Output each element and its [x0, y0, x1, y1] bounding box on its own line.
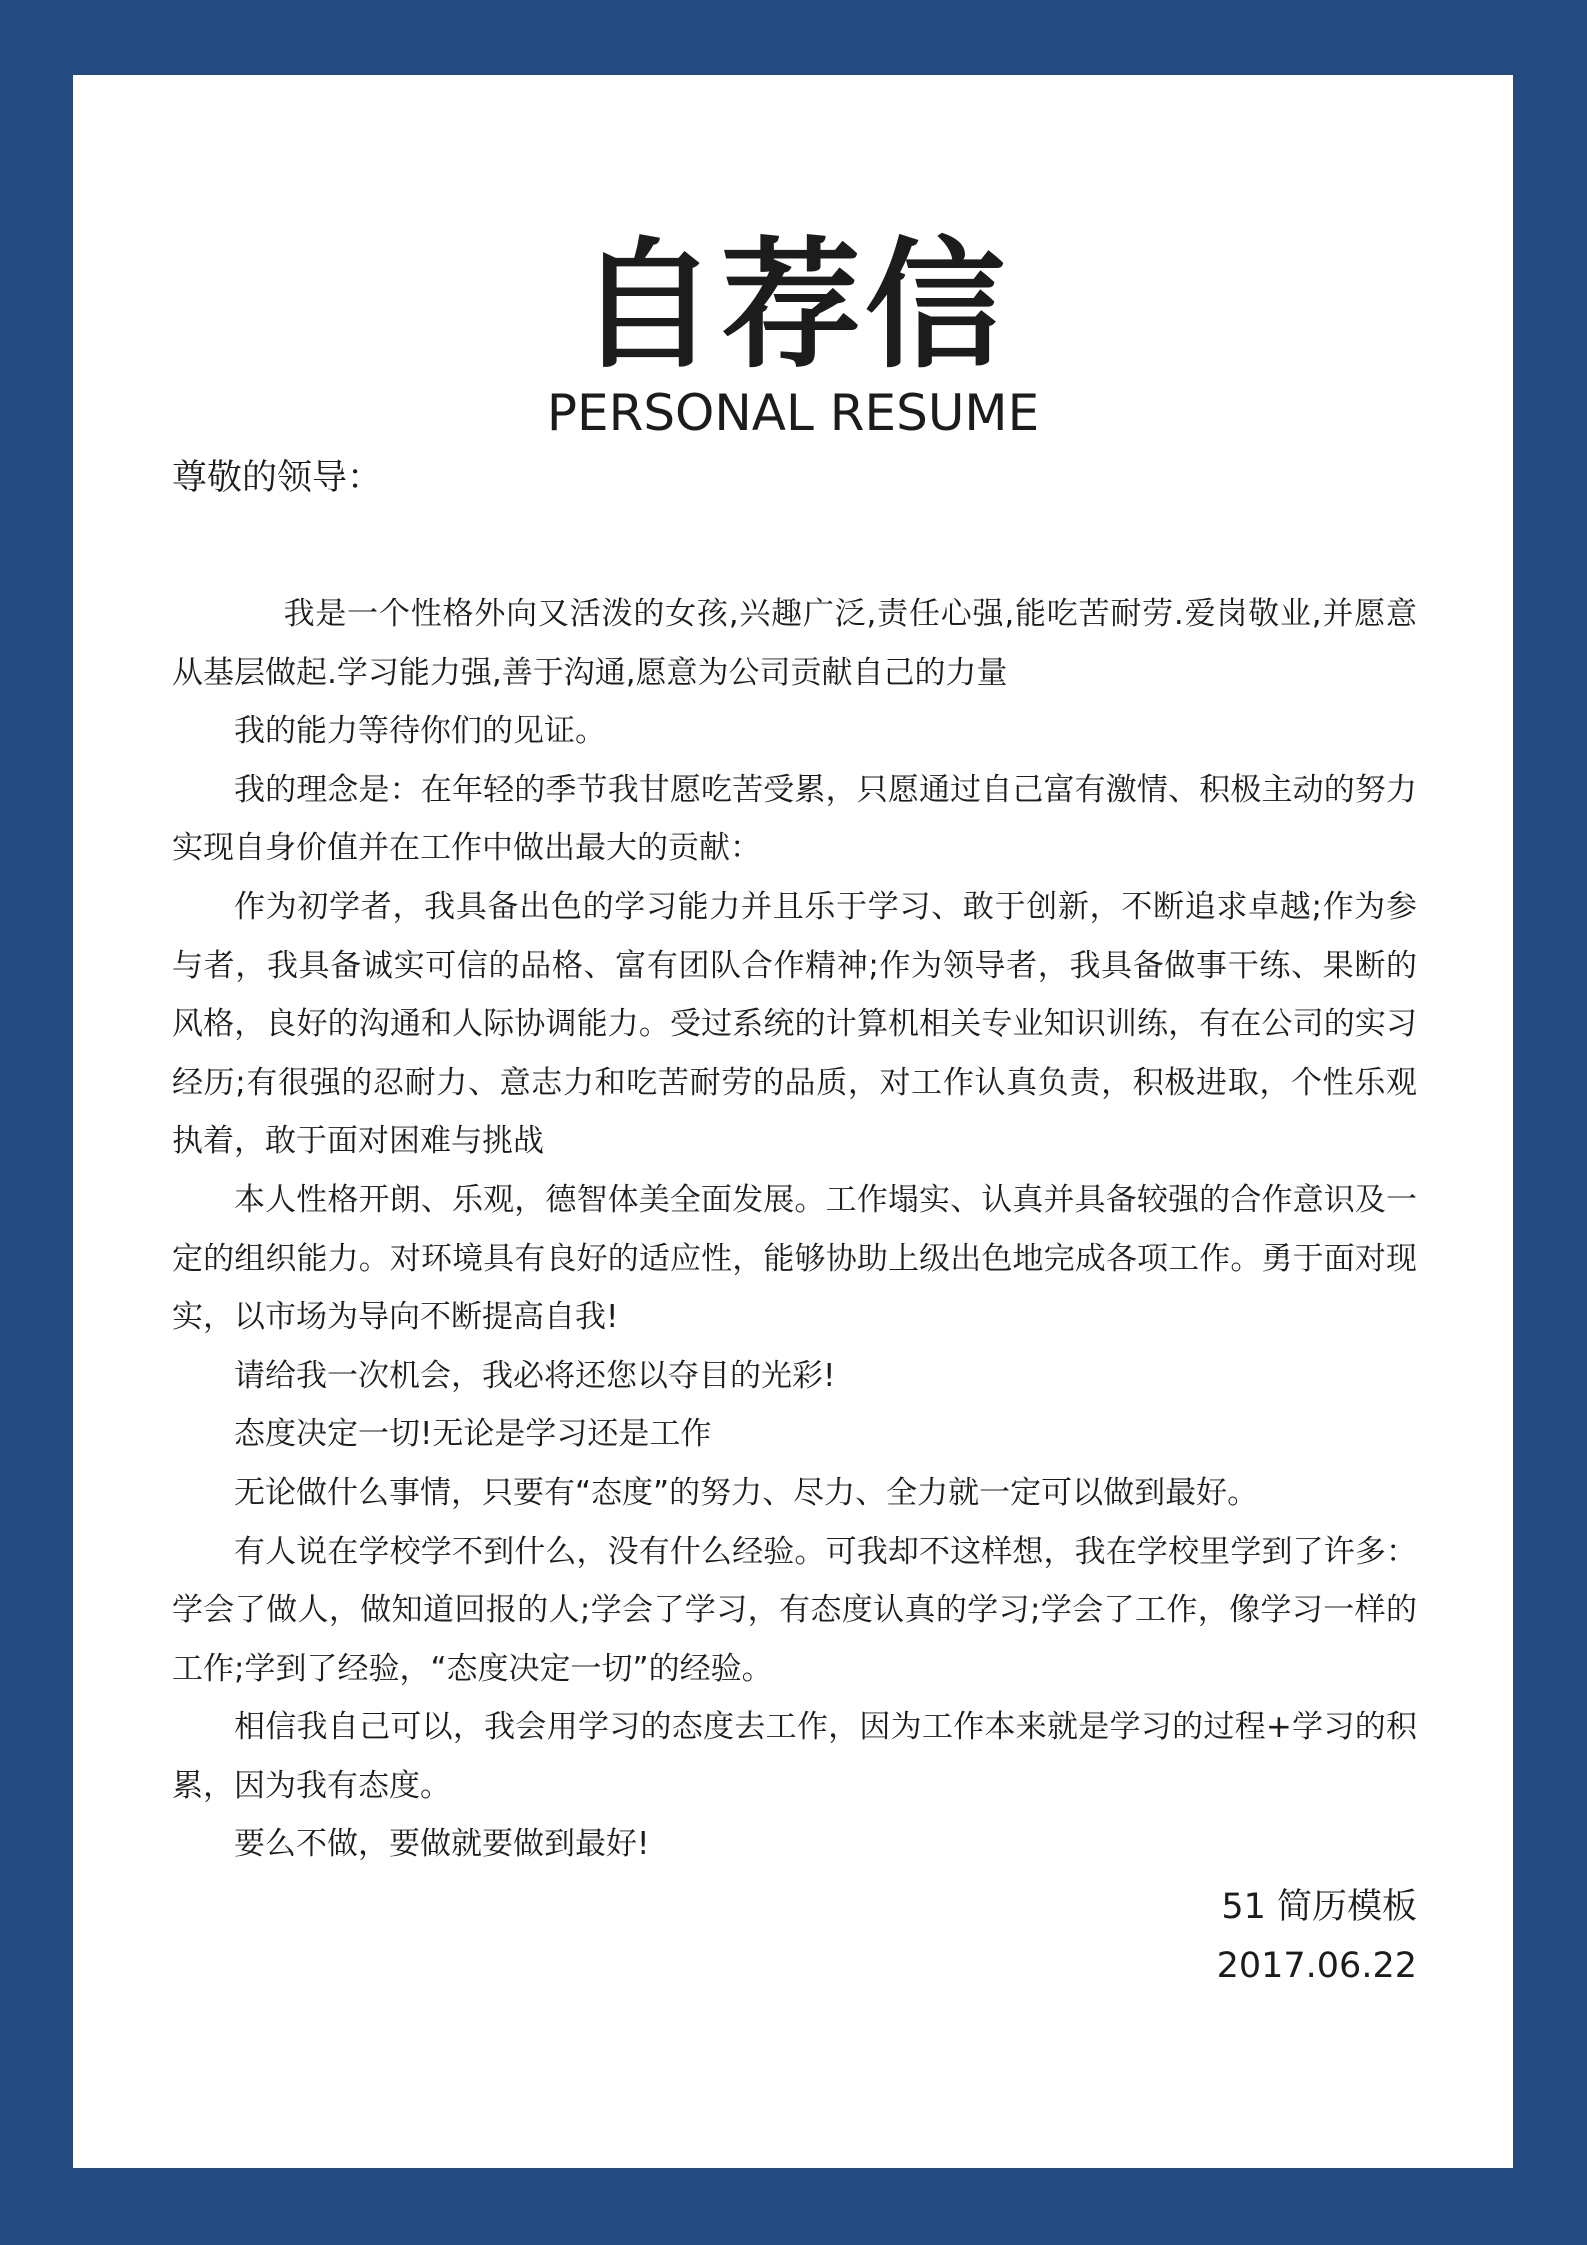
greeting: 尊敬的领导：	[172, 458, 383, 498]
paragraph-1: 我是一个性格外向又活泼的女孩,兴趣广泛,责任心强,能吃苦耐劳.爱岗敬业,并愿意从基层做起.学习能力强,善于沟通,愿意为公司贡献自己的力量	[172, 596, 1417, 691]
letter-date: 2017.06.22	[1216, 1945, 1417, 1986]
paragraph-2: 我的能力等待你们的见证。	[234, 713, 606, 750]
paragraph-10: 相信我自己可以，我会用学习的态度去工作，因为工作本来就是学习的过程+学习的积累，因为我有态度。	[172, 1709, 1417, 1804]
page-title: 自荐信	[576, 225, 1009, 388]
letter-page	[73, 75, 1513, 2168]
paragraph-11: 要么不做，要做就要做到最好!	[234, 1826, 650, 1863]
page-subtitle: PERSONAL RESUME	[546, 384, 1040, 442]
letter-body	[172, 585, 1417, 1874]
paragraph-7: 态度决定一切!无论是学习还是工作	[234, 1416, 712, 1453]
signature: 51 简历模板	[1221, 1887, 1417, 1927]
paragraph-4: 作为初学者，我具备出色的学习能力并且乐于学习、敢于创新，不断追求卓越;作为参与者，我具备诚实可信的品格、富有团队合作精神;作为领导者，我具备做事干练、果断的风格，良好的沟通和人际协调能力。受过系统的计算机相关专业知识训练，有在公司的实习经历;有很强的忍耐力、意志力和吃苦耐劳的品质，对工作认真负责，积极进取，个性乐观执着，敢于面对困难与挑战	[172, 888, 1417, 1160]
paragraph-8: 无论做什么事情，只要有“态度”的努力、尽力、全力就一定可以做到最好。	[234, 1474, 1259, 1511]
paragraph-5: 本人性格开朗、乐观，德智体美全面发展。工作塌实、认真并具备较强的合作意识及一定的组织能力。对环境具有良好的适应性，能够协助上级出色地完成各项工作。勇于面对现实，以市场为导向不断提高自我!	[172, 1181, 1417, 1336]
signature-block	[1217, 1878, 1417, 1995]
paragraph-3: 我的理念是：在年轻的季节我甘愿吃苦受累，只愿通过自己富有激情、积极主动的努力实现自身价值并在工作中做出最大的贡献：	[172, 771, 1417, 867]
paragraph-6: 请给我一次机会，我必将还您以夺目的光彩!	[234, 1357, 836, 1394]
paragraph-9: 有人说在学校学不到什么，没有什么经验。可我却不这样想，我在学校里学到了许多：学会了做人，做知道回报的人;学会了学习，有态度认真的学习;学会了工作，像学习一样的工作;学到了经验，“态度决定一切”的经验。	[172, 1533, 1417, 1687]
